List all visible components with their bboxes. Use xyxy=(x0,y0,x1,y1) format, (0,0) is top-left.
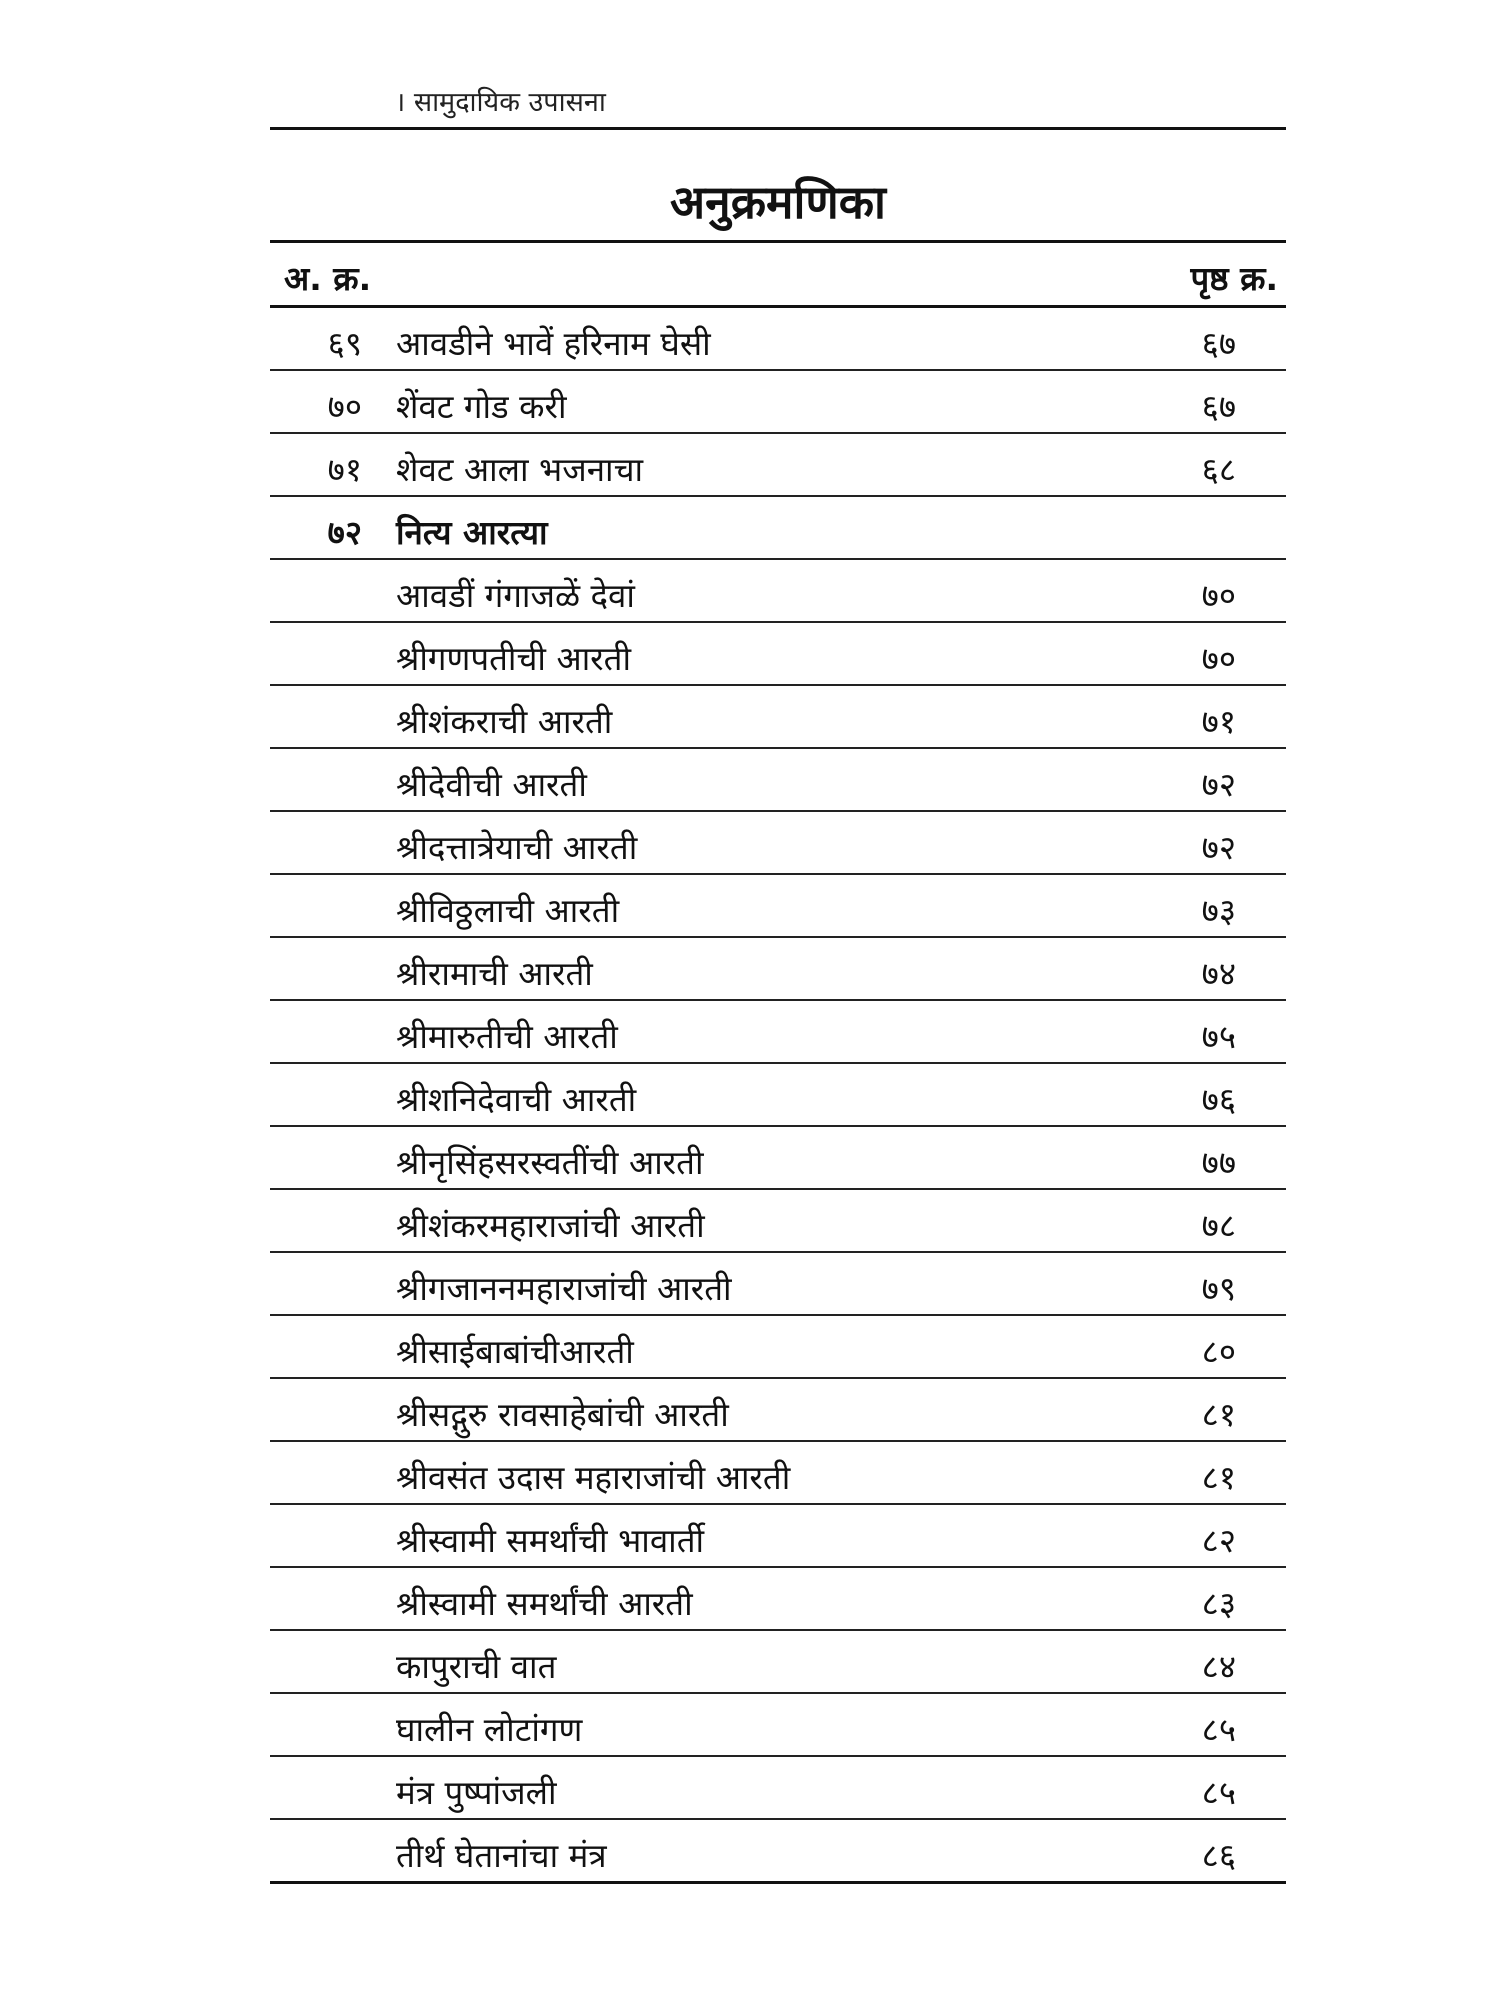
entry-title: श्रीशंकराची आरती xyxy=(396,702,613,741)
entry-title: श्रीशंकरमहाराजांची आरती xyxy=(396,1206,705,1245)
toc-entry xyxy=(270,623,1286,686)
toc-entry xyxy=(270,308,1286,371)
entry-title: श्रीस्वामी समर्थांची भावार्ती xyxy=(396,1521,705,1560)
entry-title: श्रीगणपतीची आरती xyxy=(396,639,632,678)
toc-entry xyxy=(270,1757,1286,1820)
entry-title: श्रीदेवीची आरती xyxy=(396,765,587,804)
entry-title: श्रीदत्तात्रेयाची आरती xyxy=(396,828,638,867)
entry-page: ७७ xyxy=(1201,1143,1236,1182)
entry-title: श्रीनृसिंहसरस्वतींची आरती xyxy=(396,1143,704,1182)
entry-title: श्रीस्वामी समर्थांची आरती xyxy=(396,1584,693,1623)
toc-entry xyxy=(270,812,1286,875)
toc-entry xyxy=(270,938,1286,1001)
entry-title: नित्य आरत्या xyxy=(396,513,548,552)
toc-entry xyxy=(270,686,1286,749)
toc-entry xyxy=(270,1064,1286,1127)
entry-title: श्रीमारुतीची आरती xyxy=(396,1017,618,1056)
header-rule xyxy=(270,127,1286,130)
entry-page: ६७ xyxy=(1201,387,1236,426)
entry-title: श्रीसद्गुरु रावसाहेबांची आरती xyxy=(396,1395,729,1434)
entry-page: ८५ xyxy=(1201,1710,1236,1749)
entry-title: तीर्थ घेतानांचा मंत्र xyxy=(396,1836,607,1875)
entry-title: श्रीशनिदेवाची आरती xyxy=(396,1080,637,1119)
entry-page: ७४ xyxy=(1201,954,1236,993)
entry-title: मंत्र पुष्पांजली xyxy=(396,1773,557,1812)
toc-entry xyxy=(270,1253,1286,1316)
entry-page: ६७ xyxy=(1201,324,1236,363)
entry-number: ७० xyxy=(327,387,362,426)
entry-page: ७२ xyxy=(1201,765,1236,804)
entry-page: ८४ xyxy=(1201,1647,1236,1686)
toc-entry xyxy=(270,560,1286,623)
toc-entry xyxy=(270,1379,1286,1442)
entry-title: आवडीने भावें हरिनाम घेसी xyxy=(396,324,711,363)
entry-page: ८० xyxy=(1201,1332,1236,1371)
entry-number: ६९ xyxy=(327,324,362,363)
toc-entry xyxy=(270,1190,1286,1253)
toc-entry xyxy=(270,1442,1286,1505)
entry-title: शेंवट गोड करी xyxy=(396,387,567,426)
toc-entry xyxy=(270,1568,1286,1631)
entry-title: कापुराची वात xyxy=(396,1647,557,1686)
page-column-header: पृष्ठ क्र. xyxy=(1190,259,1278,298)
entry-number: ७१ xyxy=(327,450,362,489)
entry-title: श्रीरामाची आरती xyxy=(396,954,593,993)
page-title: अनुक्रमणिका xyxy=(670,175,886,229)
toc-section-heading xyxy=(270,497,1286,560)
entry-title: श्रीवसंत उदास महाराजांची आरती xyxy=(396,1458,791,1497)
toc-entry xyxy=(270,1001,1286,1064)
entry-page: ८१ xyxy=(1201,1395,1236,1434)
entry-page: ७५ xyxy=(1201,1017,1236,1056)
entry-page: ७६ xyxy=(1201,1080,1236,1119)
entry-title: शेवट आला भजनाचा xyxy=(396,450,644,489)
toc-entry xyxy=(270,1316,1286,1379)
entry-page: ८५ xyxy=(1201,1773,1236,1812)
entry-title: घालीन लोटांगण xyxy=(396,1710,583,1749)
entry-page: ८३ xyxy=(1201,1584,1236,1623)
table-of-contents xyxy=(270,240,1286,1884)
toc-entry xyxy=(270,1694,1286,1757)
entry-page: ७१ xyxy=(1201,702,1236,741)
entry-title: श्रीगजाननमहाराजांची आरती xyxy=(396,1269,732,1308)
entry-page: ७० xyxy=(1201,639,1236,678)
entry-page: ८६ xyxy=(1201,1836,1236,1875)
toc-column-header xyxy=(270,243,1286,308)
entry-page: ७२ xyxy=(1201,828,1236,867)
toc-entry xyxy=(270,749,1286,812)
toc-entry xyxy=(270,875,1286,938)
entry-page: ७० xyxy=(1201,576,1236,615)
entry-title: श्रीविठ्ठलाची आरती xyxy=(396,891,620,930)
toc-entry xyxy=(270,1127,1286,1190)
entry-page: ७३ xyxy=(1201,891,1236,930)
running-header: । सामुदायिक उपासना xyxy=(395,87,606,118)
entry-title: आवडीं गंगाजळें देवां xyxy=(396,576,635,615)
toc-entry xyxy=(270,1631,1286,1694)
toc-entry xyxy=(270,1505,1286,1568)
serial-column-header: अ. क्र. xyxy=(284,259,372,298)
toc-entry xyxy=(270,1820,1286,1884)
entry-page: ७९ xyxy=(1201,1269,1236,1308)
entry-page: ६८ xyxy=(1201,450,1236,489)
entry-page: ८२ xyxy=(1201,1521,1236,1560)
entry-page: ७८ xyxy=(1201,1206,1236,1245)
entry-page: ८१ xyxy=(1201,1458,1236,1497)
toc-entry xyxy=(270,434,1286,497)
toc-entry xyxy=(270,371,1286,434)
entry-number: ७२ xyxy=(327,513,362,552)
entry-title: श्रीसाईबाबांचीआरती xyxy=(396,1332,634,1371)
